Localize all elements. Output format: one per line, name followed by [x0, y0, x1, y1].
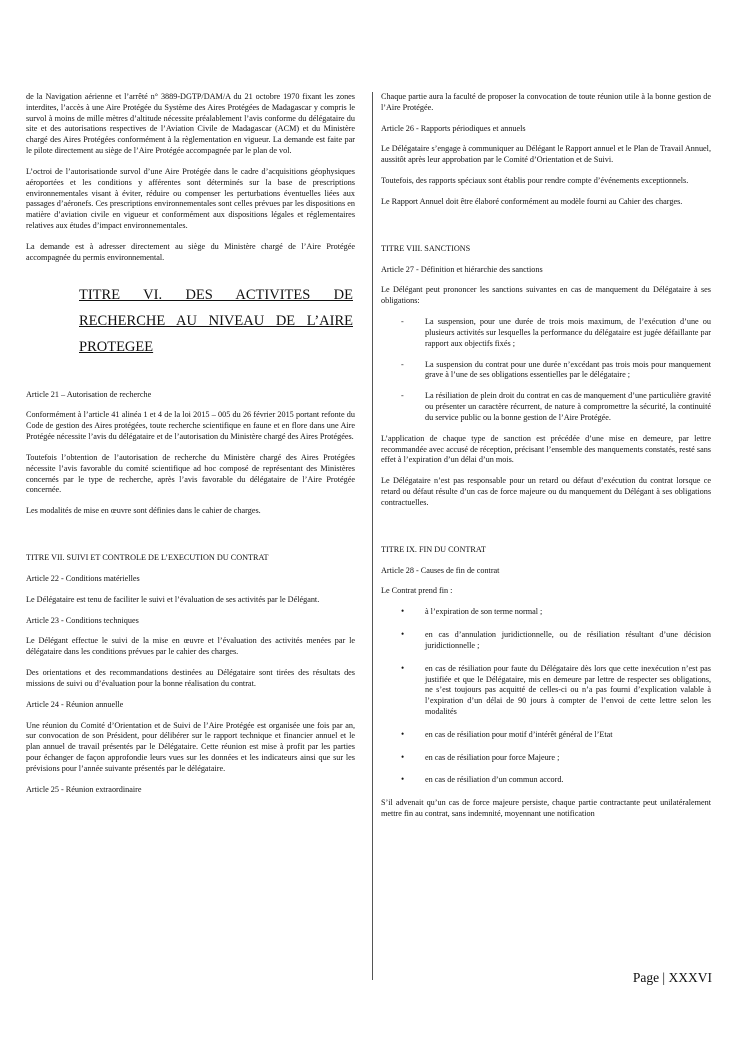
title-vi-last-line: PROTEGEE: [79, 338, 154, 355]
dash-marker: -: [401, 317, 404, 327]
list-item: - La résiliation de plein droit du contrat en cas de manquement d’une particulière gravité ou présenter un caractère récurrent, de nature à compromettre la sécurité, la continuité du service public ou la bonne gestion de l’Aire Protégée.: [401, 391, 711, 422]
list-item: • en cas de résiliation pour force Majeure ;: [401, 751, 560, 762]
dash-marker: -: [401, 359, 404, 369]
list-item: • en cas de résiliation pour motif d’intérêt général de l’Etat: [401, 728, 613, 739]
sanctions-list: [381, 317, 711, 424]
dash-marker: -: [401, 391, 404, 401]
paragraph: Le Rapport Annuel doit être élaboré conformément au modèle fourni au Cahier des charges.: [381, 196, 683, 206]
paragraph: Le Délégant peut prononcer les sanctions suivantes en cas de manquement du Délégataire à ses obligations:: [381, 285, 711, 306]
paragraph: Des orientations et des recommandations destinées au Délégataire sont tirées des résultats des missions de suivi ou d’évaluation pour la bonne réalisation du contrat.: [26, 668, 355, 688]
paragraph: Le Contrat prend fin :: [381, 586, 453, 596]
bullet-marker: •: [401, 629, 405, 640]
paragraph: Une réunion du Comité d’Orientation et de Suivi de l’Aire Protégée est organisée une fois par an, sur convocation de son Président, pour délibérer sur le rapport technique et financier annuel et le plan annuel de travail présentés par le Délégataire. Cette réunion est mise à profit par les parties pour échanger de façon approfondie leurs vues sur les données et les indicateurs ainsi que sur les prévisions pour l’année suivante présentés par le délégataire.: [26, 720, 355, 773]
paragraph: Le Délégataire n’est pas responsable pour un retard ou défaut d’exécution du contrat lorsque ce retard ou défaut résulte d’un cas de force majeure ou du manquement du Délégant à ses obligations contractuelles.: [381, 476, 711, 507]
paragraph: Toutefois, des rapports spéciaux sont établis pour rendre compte d’événements exceptionnels.: [381, 176, 689, 186]
paragraph: Le Délégataire s’engage à communiquer au Délégant le Rapport annuel et le Plan de Travail Annuel, aussitôt après leur approbation par le Comité d’Orientation et de Suivi.: [381, 144, 711, 165]
paragraph: La demande est à adresser directement au siège du Ministère chargé de l’Aire Protégée accompagnée du permis environnemental.: [26, 241, 355, 262]
bullet-marker: •: [401, 728, 405, 739]
left-column: [26, 92, 355, 805]
article-24-heading: Article 24 - Réunion annuelle: [26, 699, 124, 709]
bullet-marker: •: [401, 751, 405, 762]
title-vii-heading: TITRE VII. SUIVI ET CONTROLE DE L’EXECUTION DU CONTRAT: [26, 553, 269, 563]
page-number: Page | XXXVI: [632, 970, 712, 985]
bullet-marker: •: [401, 662, 405, 673]
paragraph: L’octroi de l’autorisationde survol d’une Aire Protégée dans le cadre d’acquisitions géophysiques aéroportées et les conditions y afférentes sont déterminés sur la base de prescriptions environnementales visant à éviter, réduire ou compenser les perturbations éventuelles liées aux passages d’aéronefs. Ces prescriptions environnementales sont celles prévues par les dispositions en matière d’aviation civile en vigueur et conformément aux dispositions légales et réglementaires relatives aux études d’impact environnementales.: [26, 166, 355, 231]
article-21-heading: Article 21 – Autorisation de recherche: [26, 389, 152, 399]
column-divider: [372, 92, 373, 980]
article-26-heading: Article 26 - Rapports périodiques et annuels: [381, 123, 526, 133]
paragraph: L’application de chaque type de sanction est précédée d’une mise en demeure, par lettre recommandée avec accusé de réception, précisant l’ensemble des manquements constatés, resté sans effet à l’expiration d’un délai d’un mois.: [381, 433, 711, 465]
title-ix-heading: TITRE IX. FIN DU CONTRAT: [381, 544, 486, 554]
list-item: - La suspension du contrat pour une durée n’excédant pas trois mois pour manquement grave à l’une de ses obligations essentielles par le délégataire ;: [401, 359, 711, 380]
paragraph: Les modalités de mise en œuvre sont définies dans le cahier de charges.: [26, 506, 261, 516]
article-25-heading: Article 25 - Réunion extraordinaire: [26, 784, 142, 794]
list-item: - La suspension, pour une durée de trois mois maximum, de l’exécution d’une ou plusieurs activités sur lesquelles la performance du délégataire est jugée défaillante par rapport aux objectifs fixés ;: [401, 317, 711, 348]
title-viii-heading: TITRE VIII. SANCTIONS: [381, 243, 471, 253]
causes-list: [381, 607, 711, 786]
list-item: • en cas de résiliation d’un commun accord.: [401, 774, 564, 785]
article-23-heading: Article 23 - Conditions techniques: [26, 615, 139, 625]
list-item: • en cas d’annulation juridictionnelle, ou de résiliation résultant d’une décision juridictionnelle ;: [401, 629, 711, 650]
list-item: • en cas de résiliation pour faute du Délégataire dès lors que cette inexécution n’est pas justifiée et que le Délégataire, mis en demeure par lettre de respecter ses obligations, ne s’est toujours pas acquitté de celles-ci ou n’a pas fourni d’explication valable à l’expiration d’un délai de 90 jours à compter de l’envoi de cette lettre selon les modalités: [401, 662, 711, 716]
title-vi-text: TITRE VI. DES ACTIVITES DE RECHERCHE AU NIVEAU DE L’AIRE: [79, 286, 353, 329]
right-column: [381, 92, 711, 830]
bullet-marker: •: [401, 774, 405, 785]
paragraph: Chaque partie aura la faculté de proposer la convocation de toute réunion utile à la bonne gestion de l’Aire Protégée.: [381, 92, 711, 112]
paragraph: Toutefois l’obtention de l’autorisation de recherche du Ministère chargé des Aires Protégées nécessite l’avis favorable du comité scientifique ad hoc composé de représentant des Ministères concernés par le type de recherche, après l’avis favorable du délégataire de l’Aire Protégée concernée.: [26, 452, 355, 495]
paragraph: S’il advenait qu’un cas de force majeure persiste, chaque partie contractante peut unilatéralement mettre fin au contrat, sans indemnité, moyennant une notification: [381, 798, 711, 819]
article-28-heading: Article 28 - Causes de fin de contrat: [381, 565, 500, 575]
paragraph: Le Délégataire est tenu de faciliter le suivi et l’évaluation de ses activités par le Délégant.: [26, 594, 320, 604]
title-vi: [79, 282, 353, 360]
paragraph: Le Délégant effectue le suivi de la mise en œuvre et l’évaluation des activités menées par le délégataire dans les conditions prévues par le cahier des charges.: [26, 636, 355, 657]
article-27-heading: Article 27 - Définition et hiérarchie des sanctions: [381, 264, 543, 274]
paragraph: de la Navigation aérienne et l’arrêté n° 3889-DGTP/DAM/A du 21 octobre 1970 fixant les zones interdites, l’accès à une Aire Protégée du Système des Aires Protégées de Madagascar y compris le survol à moins de mille mètres d’altitude nécessite préalablement l’avis conforme du délégataire du site et des autorisations respectives de l’Aviation Civile de Madagascar (ACM) et du Ministère chargé des Aires Protégées conformément à la règlementation en vigueur. La demande est faite par le pilote directement au siège de l’Aire Protégée accompagnée par le plan de vol.: [26, 92, 355, 156]
bullet-marker: •: [401, 606, 405, 617]
article-22-heading: Article 22 - Conditions matérielles: [26, 573, 140, 583]
list-item: • à l’expiration de son terme normal ;: [401, 606, 543, 617]
paragraph: Conformément à l’article 41 alinéa 1 et 4 de la loi 2015 – 005 du 26 février 2015 portant refonte du Code de gestion des Aires protégées, toute recherche scientifique en faune et en flore dans une Aire Protégée nécessite l’avis du délégataire et de l’autorisation du Ministère chargé des Aires Protégées.: [26, 410, 355, 442]
